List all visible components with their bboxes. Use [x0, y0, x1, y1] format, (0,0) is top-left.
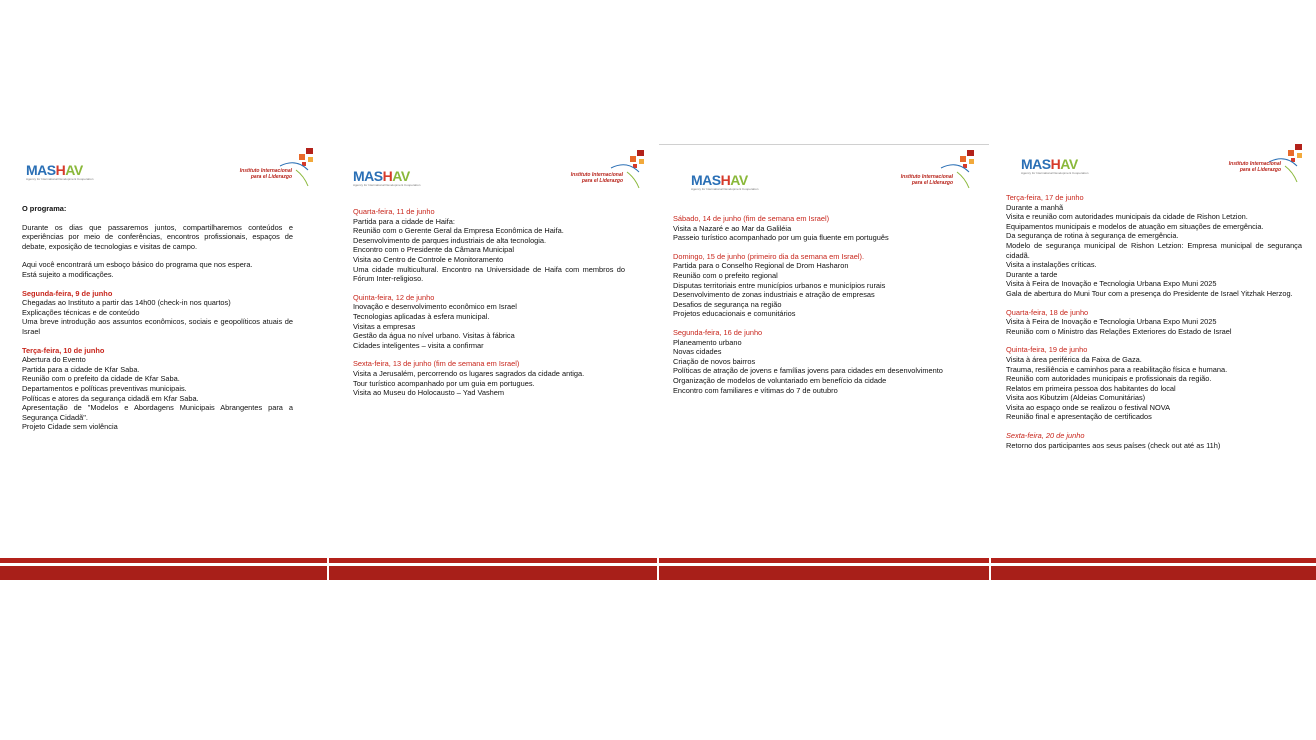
institute-logo: [561, 150, 649, 192]
day-item: Chegadas ao Instituto a partir das 14h00 (check-in nos quartos): [22, 298, 231, 308]
day-item: Partida para a cidade de Haifa:: [353, 216, 455, 226]
day-item: Visita a instalações críticas.: [1006, 260, 1097, 270]
program-page-3: [659, 140, 989, 580]
day-item: Visita ao Centro de Controle e Monitoramento: [353, 254, 504, 264]
footer-band: [0, 558, 1316, 580]
day-heading: Quarta-feira, 11 de junho: [353, 207, 435, 216]
day-item: Equipamentos municipais e modelos de atuação em situações de emergência.: [1006, 221, 1264, 231]
day-item: Tour turístico acompanhado por um guia em portugues.: [353, 378, 535, 388]
day-item: Uma cidade multicultural. Encontro na Universidade de Haifa com membros do Fórum Inter-religioso.: [353, 264, 625, 284]
program-title: O programa:: [22, 204, 67, 213]
day-item: Desenvolvimento de parques industriais de alta tecnologia.: [353, 235, 547, 245]
day-item: Visita à Feira de Inovação e Tecnologia Urbana Expo Muni 2025: [1006, 317, 1217, 327]
mashav-logo: MASHAV Agency for International Development Cooperation: [26, 162, 94, 181]
day-heading: Quinta-feira, 12 de junho: [353, 292, 435, 302]
day-item: Gala de abertura do Muni Tour com a presença do Presidente de Israel Yitzhak Herzog.: [1006, 288, 1293, 298]
day-heading: Domingo, 15 de junho (primeiro dia da semana em Israel).: [673, 251, 865, 261]
mashav-logo: MASHAV Agency for International Development Cooperation: [1021, 156, 1089, 175]
day-item: Tecnologias aplicadas à esfera municipal.: [353, 311, 490, 321]
day-item: Apresentação de "Modelos e Abordagens Municipais Abrangentes para a Segurança Cidadã".: [22, 403, 293, 422]
institute-emblem-icon: [609, 150, 649, 192]
program-outline-2: Está sujeito a modificações.: [22, 269, 114, 279]
institute-line2: para el Liderazgo: [581, 178, 623, 184]
day-item: Novas cidades: [673, 347, 722, 357]
day-item: Reunião com o Ministro das Relações Exteriores do Estado de Israel: [1006, 326, 1232, 336]
day-item: Organização de modelos de voluntariado em benefício da cidade: [673, 375, 887, 385]
day-item: Políticas de atração de jovens e famílias jovens para cidades em desenvolvimento: [673, 366, 943, 376]
day-heading: Quarta-feira, 18 de junho: [1006, 307, 1089, 317]
day-item: Explicações técnicas e de conteúdo: [22, 307, 140, 317]
day-item: Disputas territoriais entre municípios urbanos e municípios rurais: [673, 280, 886, 290]
day-item: Partida para a cidade de Kfar Saba.: [22, 364, 140, 374]
institute-logo: [891, 150, 979, 192]
day-item: Criação de novos bairros: [673, 356, 756, 366]
institute-line1: Instituto Internacional: [1228, 161, 1281, 167]
program-page-4: [991, 140, 1316, 580]
day-item: Departamentos e políticas preventivas municipais.: [22, 383, 187, 393]
institute-line1: Instituto Internacional: [239, 168, 292, 174]
day-item: Inovação e desenvolvimento econômico em Israel: [353, 302, 517, 312]
institute-line1: Instituto Internacional: [900, 174, 953, 180]
day-heading: Quinta-feira, 19 de junho: [1006, 345, 1088, 355]
day-heading: Segunda-feira, 16 de junho: [673, 327, 763, 337]
day-heading: Sábado, 14 de junho (fim de semana em Israel): [673, 214, 830, 223]
program-outline-1: Aqui você encontrará um esboço básico do programa que nos espera.: [22, 260, 253, 270]
day-item: Visita ao Museu do Holocausto – Yad Vashem: [353, 388, 505, 398]
day-heading: Terça-feira, 10 de junho: [22, 345, 105, 355]
institute-logo: [1219, 144, 1307, 186]
day-item: Encontro com familiares e vítimas do 7 de outubro: [673, 385, 838, 395]
page-top-divider: [659, 144, 989, 145]
day-item: Reunião final e apresentação de certificados: [1006, 412, 1152, 422]
program-page-1: [0, 140, 327, 580]
day-heading: Sexta-feira, 13 de junho (fim de semana em Israel): [353, 359, 520, 369]
institute-line2: para el Liderazgo: [911, 180, 953, 186]
day-item: Visita aos Kibutzim (Aldeias Comunitárias): [1006, 393, 1146, 403]
day-item: Da segurança de rotina à segurança de emergência.: [1006, 231, 1179, 241]
day-item: Projeto Cidade sem violência: [22, 422, 118, 432]
program-intro: Durante os dias que passaremos juntos, compartilharemos conteúdos e experiências por meio de conferências, encontros profissionais, espaços de debate, exposição de tecnologias e visitas de campo.: [22, 222, 293, 251]
day-item: Reunião com autoridades municipais e profissionais da região.: [1006, 374, 1212, 384]
day-item: Visita e reunião com autoridades municipais da cidade de Rishon Letzion.: [1006, 212, 1248, 222]
day-heading: Terça-feira, 17 de junho: [1006, 193, 1084, 202]
day-item: Modelo de segurança municipal de Rishon Letzion: Empresa municipal de segurança cidadã.: [1006, 240, 1302, 260]
day-item: Relatos em primeira pessoa dos habitantes do local: [1006, 383, 1176, 393]
day-item: Visita à Feira de Inovação e Tecnologia Urbana Expo Muni 2025: [1006, 279, 1217, 289]
day-item: Projetos educacionais e comunitários: [673, 309, 796, 319]
day-item: Desenvolvimento de zonas industriais e atração de empresas: [673, 290, 875, 300]
institute-line2: para el Liderazgo: [250, 174, 292, 180]
day-item: Partida para o Conselho Regional de Drom Hasharon: [673, 261, 849, 271]
day-item: Trauma, resiliência e caminhos para a reabilitação física e humana.: [1006, 364, 1228, 374]
day-item: Políticas e atores da segurança cidadã em Kfar Saba.: [22, 393, 199, 403]
mashav-logo: MASHAV Agency for International Development Cooperation: [353, 168, 421, 187]
day-item: Uma breve introdução aos assuntos econômicos, sociais e geopolíticos atuais de Israel: [22, 317, 293, 336]
day-item: Reunião com o Gerente Geral da Empresa Econômica de Haifa.: [353, 226, 564, 236]
day-item: Encontro com o Presidente da Câmara Municipal: [353, 245, 515, 255]
day-heading: Sexta-feira, 20 de junho: [1006, 431, 1085, 441]
day-item: Desafios de segurança na região: [673, 299, 782, 309]
day-item: Reunião com o prefeito da cidade de Kfar Saba.: [22, 374, 180, 384]
day-item: Abertura do Evento: [22, 355, 86, 365]
institute-line2: para el Liderazgo: [1239, 167, 1281, 173]
program-page-2: [329, 140, 657, 580]
day-item: Visitas a empresas: [353, 321, 416, 331]
day-item: Passeio turístico acompanhado por um guia fluente em português: [673, 233, 889, 243]
institute-line1: Instituto Internacional: [570, 172, 623, 178]
day-item: Visita à área periférica da Faixa de Gaza.: [1006, 354, 1142, 364]
day-heading: Segunda-feira, 9 de junho: [22, 288, 113, 298]
day-item: Visita a Jerusalém, percorrendo os lugares sagrados da cidade antiga.: [353, 368, 585, 378]
day-item: Retorno dos participantes aos seus países (check out até as 11h): [1006, 440, 1221, 450]
institute-logo: [230, 148, 318, 190]
day-item: Visita ao espaço onde se realizou o festival NOVA: [1006, 402, 1171, 412]
day-item: Planeamento urbano: [673, 337, 742, 347]
day-item: Durante a tarde: [1006, 269, 1058, 279]
day-item: Reunião com o prefeito regional: [673, 270, 778, 280]
mashav-logo: MASHAV Agency for International Development Cooperation: [691, 172, 759, 191]
day-item: Cidades inteligentes – visita a confirmar: [353, 340, 484, 350]
day-item: Visita a Nazaré e ao Mar da Galiléia: [673, 223, 792, 233]
day-item: Durante a manhã: [1006, 202, 1064, 212]
day-item: Gestão da água no nível urbano. Visitas à fábrica: [353, 331, 515, 341]
